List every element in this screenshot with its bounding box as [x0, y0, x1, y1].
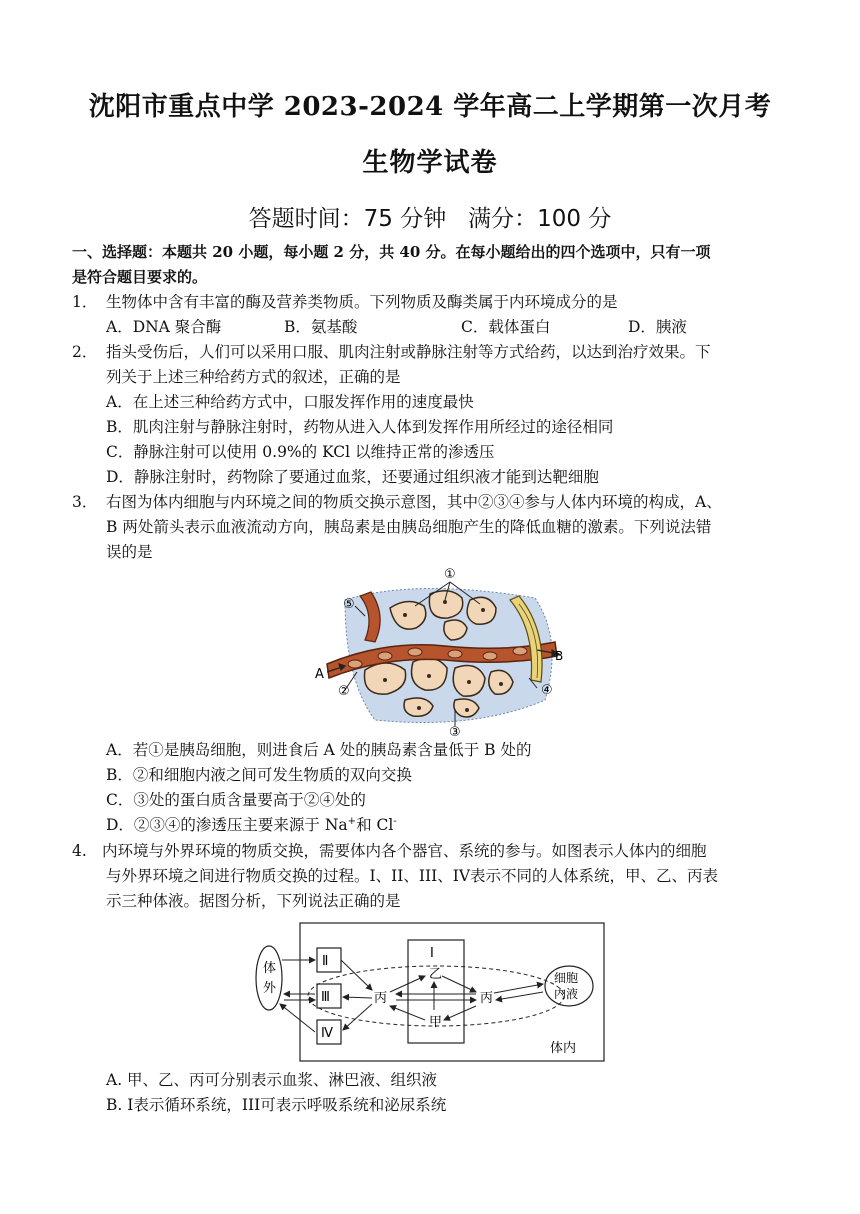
option-a: A．DNA 聚合酶 [106, 318, 222, 336]
system-3-label: Ⅲ [321, 990, 330, 1005]
fluid-bing-right: 丙 [480, 991, 494, 1006]
figure-label-3: ③ [449, 725, 461, 740]
question-number: 1． [72, 293, 98, 311]
option-b: B. I表示循环系统，III可表示呼吸系统和泌尿系统 [106, 1096, 447, 1114]
option-c: C．静脉注射可以使用 0.9%的 KCl 以维持正常的渗透压 [106, 443, 495, 461]
question-number: 3． [72, 493, 98, 511]
system-2-label: Ⅱ [322, 954, 329, 969]
option-b: B．②和细胞内液之间可发生物质的双向交换 [106, 766, 412, 784]
inside-label: 体内 [550, 1041, 577, 1056]
figure-label-1: ① [444, 567, 456, 582]
option-d-text-2: 和 Cl [356, 816, 394, 834]
fluid-jia: 甲 [429, 1015, 443, 1030]
question-stem-line2: 列关于上述三种给药方式的叙述，正确的是 [106, 368, 401, 386]
question-stem-line3: 误的是 [106, 543, 153, 561]
question-stem: 生物体中含有丰富的酶及营养类物质。下列物质及酶类属于内环境成分的是 [106, 293, 618, 311]
option-b: B．肌肉注射与静脉注射时，药物从进入人体到发挥作用所经过的途径相同 [106, 418, 614, 436]
fluid-bing-left: 丙 [374, 991, 388, 1006]
section-heading [72, 240, 796, 290]
exam-meta: 答题时间：75 分钟 满分：100 分 [248, 206, 612, 232]
option-a: A．在上述三种给药方式中，口服发挥作用的速度最快 [106, 393, 474, 411]
section-heading-line1: 一、选择题：本题共 20 小题，每小题 2 分，共 40 分。在每小题给出的四个选项中，只有一项 [72, 243, 711, 261]
figure-label-5: ⑤ [343, 597, 355, 612]
exam-title: 沈阳市重点中学 2023-2024 学年高二上学期第一次月考 [88, 92, 772, 122]
option-d-text: D．②③④的渗透压主要来源于 Na [106, 816, 348, 834]
section-heading-line2: 是符合题目要求的。 [72, 268, 208, 286]
figure-label-b: B [555, 649, 564, 663]
figure-label-a: A [315, 667, 324, 682]
question-stem-line3: 示三种体液。据图分析，下列说法正确的是 [106, 892, 401, 910]
question-stem-line2: 与外界环境之间进行物质交换的过程。I、II、III、IV表示不同的人体系统，甲、乙、丙表 [106, 867, 719, 885]
option-d [106, 814, 397, 836]
outside-label-1: 体 [263, 961, 277, 976]
system-1-label: Ⅰ [430, 946, 434, 961]
option-b: B．氨基酸 [284, 318, 358, 336]
question-stem-line1: 右图为体内细胞与内环境之间的物质交换示意图，其中②③④参与人体内环境的构成，A、 [106, 493, 722, 511]
question-number: 4. [72, 842, 87, 860]
question-stem-line1: 内环境与外界环境的物质交换，需要体内各个器官、系统的参与。如图表示人体内的细胞 [102, 842, 707, 860]
question-number: 2． [72, 343, 98, 361]
option-a: A．若①是胰岛细胞，则进食后 A 处的胰岛素含量低于 B 处的 [106, 741, 532, 759]
outside-label-2: 外 [263, 981, 277, 996]
option-d: D．静脉注射时，药物除了要通过血浆，还要通过组织液才能到达靶细胞 [106, 468, 599, 486]
question-stem-line2: B 两处箭头表示血液流动方向，胰岛素是由胰岛细胞产生的降低血糖的激素。下列说法错 [106, 518, 712, 536]
sodium-charge: + [347, 815, 357, 827]
chloride-charge: - [393, 815, 397, 827]
figure-label-4: ④ [541, 683, 553, 698]
system-4-label: Ⅳ [321, 1026, 333, 1041]
figure-label-2: ② [338, 684, 350, 699]
option-c: C．③处的蛋白质含量要高于②④处的 [106, 791, 366, 809]
fluid-yi: 乙 [429, 967, 443, 982]
option-a: A. 甲、乙、丙可分别表示血浆、淋巴液、组织液 [106, 1071, 438, 1089]
cell-fluid-label-1: 细胞 [554, 971, 579, 985]
tissue-exchange-figure [305, 560, 565, 740]
cell-fluid-label-2: 内液 [554, 987, 579, 1001]
body-systems-figure [254, 920, 610, 1065]
question-stem-line1: 指头受伤后，人们可以采用口服、肌肉注射或静脉注射等方式给药，以达到治疗效果。下 [106, 343, 711, 361]
option-c: C．载体蛋白 [461, 318, 551, 336]
exam-subject: 生物学试卷 [362, 148, 498, 178]
option-d: D．胰液 [628, 318, 687, 336]
